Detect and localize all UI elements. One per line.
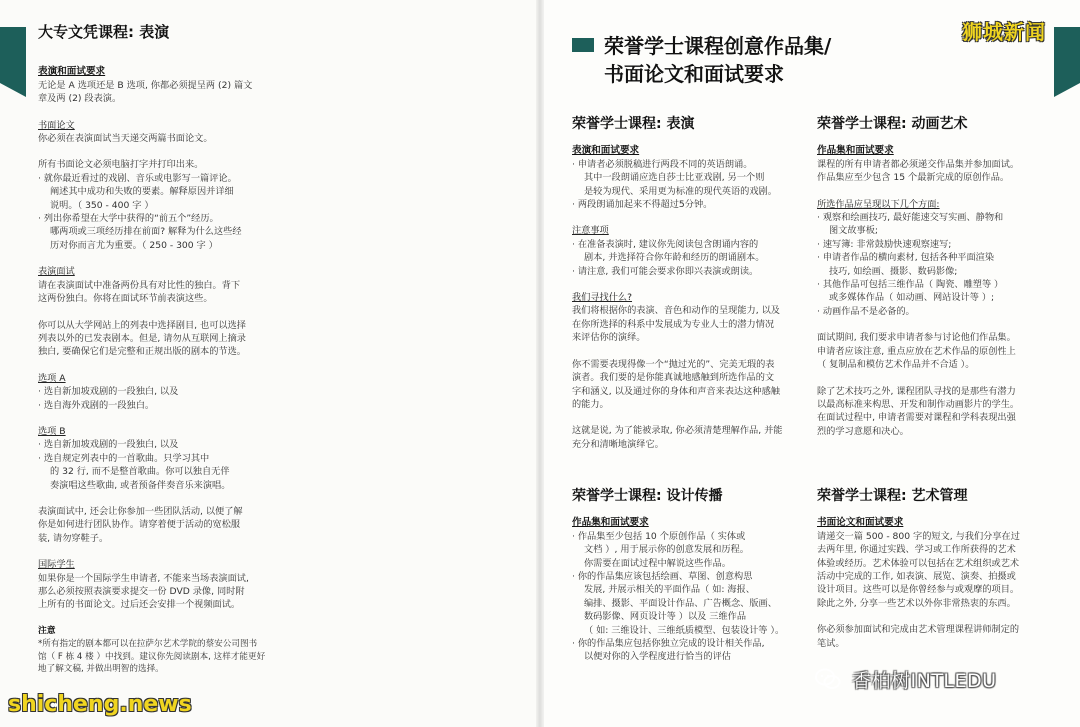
note-text: 地了解文稿, 并做出明智的选择。 <box>38 664 164 675</box>
paragraph-line: 你可以从大学网站上的列表中选择剧目, 也可以选择 <box>38 319 246 331</box>
paragraph-line: 面试期间, 我们要求申请者参与讨论他们作品集。 <box>817 332 1016 344</box>
paragraph-line: 去两年里, 你通过实践、学习或工作所获得的艺术 <box>817 544 1016 556</box>
course-arts-management <box>817 490 1052 650</box>
spacer <box>817 610 1052 623</box>
course-heading: 荣誉学士课程: 动画艺术 <box>817 116 968 132</box>
bullet-item: · 两段朗诵加起来不得超过5分钟。 <box>572 198 807 211</box>
bullet-continuation: 你需要在面试过程中解说这些作品。 <box>584 557 731 569</box>
wechat-icon <box>815 668 841 690</box>
main-title <box>604 32 831 88</box>
spacer <box>817 372 1052 385</box>
bullet-continuation: 阐述其中成功和失败的要素。解释原因并详细 <box>50 186 234 198</box>
course-design-communication <box>572 490 807 664</box>
paragraph-line: 演者。我们要的是你能真诚地感触到所选作品的文 <box>572 372 775 384</box>
bullet-item: · 申请者必须脱稿进行两段不同的英语朗诵。 <box>572 158 807 171</box>
course-performance <box>572 118 807 451</box>
paragraph-line: 字和涵义, 以及通过你的身体和声音来表达这种感触 <box>572 385 780 397</box>
paragraph-line: （ 复制品和模仿艺术作品并不合适 ）。 <box>817 359 975 371</box>
subsection-heading: 我们寻找什么? <box>572 292 633 304</box>
left-body <box>38 65 288 676</box>
bullet-continuation: 奏演唱这些歌曲, 或者预备伴奏音乐来演唱。 <box>50 479 231 491</box>
paragraph-line: 我们将根据你的表演、音色和动作的呈现能力, 以及 <box>572 305 780 317</box>
subsection-heading: 所选作品应呈现以下几个方面: <box>817 198 940 210</box>
subsection-heading: 表演面试 <box>38 266 75 278</box>
paragraph-line: 你必须参加面试和完成由艺术管理课程讲师制定的 <box>817 624 1020 636</box>
bullet-continuation: 剧本, 并选择符合你年龄和经历的朗诵剧本。 <box>584 252 765 264</box>
note-heading: 注意 <box>38 625 56 636</box>
paragraph-line: 在面试过程中, 申请者需要对课程和学科表现出强 <box>817 412 1016 424</box>
paragraph-line: 独白, 要确保它们是完整和正规出版的剧本的节选。 <box>38 346 246 358</box>
bullet-item: · 申请者作品的横向素材, 包括各种平面渲染 <box>817 251 1052 264</box>
paragraph-line: 所有书面论文必须电脑打字并打印出来。 <box>38 159 204 171</box>
paragraph-line: 充分和清晰地演绎它。 <box>572 438 664 450</box>
paragraph-line: 课程的所有申请者都必须递交作品集并参加面试。 <box>817 158 1020 170</box>
bullet-item: · 选自新加坡戏剧的一段独白, 以及 <box>38 385 288 398</box>
text-block <box>817 118 1052 438</box>
paragraph-line: 章及两 (2) 段表演。 <box>38 93 122 105</box>
left-page-title: 大专文凭课程: 表演 <box>38 23 170 41</box>
section-heading: 作品集和面试要求 <box>572 517 649 529</box>
paragraph-line: 请递交一篇 500 - 800 字的短文, 与我们分享在过 <box>817 530 1020 542</box>
spacer <box>817 185 1052 198</box>
bullet-item: · 就你最近看过的戏剧、音乐或电影写一篇评论。 <box>38 172 288 185</box>
spacer <box>572 211 807 224</box>
section-heading: 作品集和面试要求 <box>817 145 894 157</box>
bullet-item: · 在准备表演时, 建议你先阅读包含朗诵内容的 <box>572 238 807 251</box>
bullet-continuation: 是较为现代、采用更为标准的现代英语的戏剧。 <box>584 185 777 197</box>
paragraph-line: 无论是 A 选项还是 B 选项, 你都必须提呈两 (2) 篇文 <box>38 79 253 91</box>
text-block <box>572 118 807 451</box>
paragraph-line: 设计项目。这些可以是你曾经参与或观摩的项目。 <box>817 584 1020 596</box>
paragraph-line: 这就是说, 为了能被录取, 你必须清楚理解作品, 并能 <box>572 425 783 437</box>
section-heading: 表演和面试要求 <box>38 66 106 78</box>
paragraph-line: 除此之外, 分享一些艺术以外你非常热衷的东西。 <box>817 597 1016 609</box>
spacer <box>817 503 1052 516</box>
watermark-top-right: 狮城新闻 <box>962 20 1046 44</box>
text-block <box>817 490 1052 650</box>
paragraph-line: 笔试。 <box>817 637 845 649</box>
spacer <box>38 145 288 158</box>
spacer <box>572 278 807 291</box>
title-marker <box>572 38 594 52</box>
paragraph-line: 申请者应该注意, 重点应放在艺术作品的原创性上 <box>817 345 1016 357</box>
paragraph-line: 来评估你的演绎。 <box>572 332 646 344</box>
bullet-item: · 动画作品不是必备的。 <box>817 305 1052 318</box>
bullet-item: · 其他作品可包括三维作品（ 陶瓷、雕塑等 ） <box>817 278 1052 291</box>
paragraph-line: 除了艺术技巧之外, 课程团队寻找的是那些有潜力 <box>817 385 1016 397</box>
bullet-continuation: 哪两项或三项经历排在前面? 解释为什么这些经 <box>50 226 242 238</box>
paragraph-line: 烈的学习意愿和决心。 <box>817 425 909 437</box>
paragraph-line: 如果你是一个国际学生申请者, 不能来当场表演面试, <box>38 572 249 584</box>
spacer <box>572 411 807 424</box>
paragraph-line: 表演面试中, 还会让你参加一些团队活动, 以便了解 <box>38 505 243 517</box>
bullet-item: · 请注意, 我们可能会要求你即兴表演或朗读。 <box>572 265 807 278</box>
bullet-continuation: 说明。（ 350 - 400 字 ） <box>50 199 154 211</box>
bullet-item: · 你的作品集应该包括绘画、草图、创意构思 <box>572 570 807 583</box>
paragraph-line: 你不需要表现得像一个“抛过光的”、完美无瑕的表 <box>572 358 775 370</box>
course-heading: 荣誉学士课程: 艺术管理 <box>817 488 968 504</box>
paragraph-line: 这两份独白。你将在面试环节前表演这些。 <box>38 293 213 305</box>
bullet-item: · 观察和绘画技巧, 最好能速交写实画、静物和 <box>817 211 1052 224</box>
spacer <box>38 412 288 425</box>
spacer <box>38 252 288 265</box>
paragraph-line: 装, 请勿穿鞋子。 <box>38 532 109 544</box>
section-heading: 书面论文和面试要求 <box>817 517 904 529</box>
subsection-heading: 书面论文 <box>38 119 75 131</box>
spacer <box>38 612 288 625</box>
bullet-continuation: 以便对你的入学程度进行恰当的评估 <box>584 651 731 663</box>
paragraph-line: 上所有的书面论文。过后还会安排一个视频面试。 <box>38 599 241 611</box>
bullet-item: · 列出你希望在大学中获得的“前五个”经历。 <box>38 212 288 225</box>
book-spine <box>536 0 544 727</box>
paragraph-line: 你是如何进行团队协作。请穿着便于活动的宽松服 <box>38 519 241 531</box>
subsection-heading: 国际学生 <box>38 559 75 571</box>
paragraph-line: 体验或经历。艺术体验可以包括在艺术组织或艺术 <box>817 557 1020 569</box>
main-title-line2: 书面论文和面试要求 <box>604 62 784 86</box>
spacer <box>38 492 288 505</box>
bullet-continuation: 发展, 并展示相关的平面作品（ 如: 海报、 <box>584 584 755 596</box>
paragraph-line: 以最高标准来构思、开发和制作动画影片的学生。 <box>817 398 1020 410</box>
bullet-continuation: 图文故事板; <box>829 225 879 237</box>
paragraph-line: 的能力。 <box>572 398 609 410</box>
subsection-heading: 注意事项 <box>572 225 609 237</box>
paragraph-line: 活动中完成的工作, 如表演、展览、演奏、拍摄或 <box>817 571 1016 583</box>
text-block <box>572 490 807 664</box>
paragraph-line: 作品集应至少包含 15 个最新完成的原创作品。 <box>817 172 1010 184</box>
paragraph-line: 列表以外的已发表剧本。但是, 请勿从互联网上摘录 <box>38 332 246 344</box>
spacer <box>38 106 288 119</box>
left-column <box>38 23 288 676</box>
section-heading: 表演和面试要求 <box>572 145 640 157</box>
paragraph-line: 你必须在表演面试当天递交两篇书面论文。 <box>38 133 213 145</box>
subsection-heading: 选项 B <box>38 425 66 437</box>
bullet-continuation: 或多媒体作品（ 如动画、网站设计等 ）; <box>829 292 995 304</box>
bullet-continuation: 文档 ）, 用于展示你的创意发展和历程。 <box>584 544 749 556</box>
spacer <box>572 131 807 144</box>
spacer <box>572 345 807 358</box>
bullet-continuation: 编排、摄影、平面设计作品、广告概念、版画、 <box>584 597 777 609</box>
bullet-item: · 你的作品集应包括你独立完成的设计相关作品, <box>572 637 807 650</box>
bullet-item: · 选自新加坡戏剧的一段独白, 以及 <box>38 438 288 451</box>
watermark-bottom-left: shicheng.news <box>8 692 192 717</box>
note-text: *所有指定的剧本都可以在拉萨尔艺术学院的蔡安公司图书 <box>38 639 258 650</box>
bullet-continuation: 的 32 行, 而不是整首歌曲。你可以独自无伴 <box>50 466 230 478</box>
subsection-heading: 选项 A <box>38 372 66 384</box>
bullet-item: · 选自规定列表中的一首歌曲。只学习其中 <box>38 452 288 465</box>
bullet-continuation: 其中一段朗诵应选自莎士比亚戏剧, 另一个则 <box>584 172 765 184</box>
bullet-continuation: （ 如: 三维设计、三维纸质模型、包装设计等 ）。 <box>584 624 785 636</box>
course-heading: 荣誉学士课程: 设计传播 <box>572 488 723 504</box>
bullet-continuation: 数码影像、网页设计等 ）以及 三维作品 <box>584 611 747 623</box>
bullet-continuation: 技巧, 如绘画、摄影、数码影像; <box>829 265 958 277</box>
main-title-line1: 荣誉学士课程创意作品集/ <box>604 34 832 58</box>
spacer <box>817 318 1052 331</box>
spacer <box>38 359 288 372</box>
course-animation-art <box>817 118 1052 438</box>
paragraph-line: 请在表演面试中准备两份具有对比性的独白。背下 <box>38 279 241 291</box>
bullet-item: · 速写簿: 非常鼓励快速观察速写; <box>817 238 1052 251</box>
spacer <box>572 503 807 516</box>
course-heading: 荣誉学士课程: 表演 <box>572 116 695 132</box>
bullet-item: · 选自海外戏剧的一段独白。 <box>38 399 288 412</box>
spacer <box>38 545 288 558</box>
wechat-account-name: 香柏树INTLEDU <box>852 670 997 692</box>
spacer <box>817 131 1052 144</box>
spacer <box>38 306 288 319</box>
bullet-item: · 作品集至少包括 10 个原创作品（ 实体或 <box>572 530 807 543</box>
note-text: 馆（ F 栋 4 楼 ）中找到。建议你先阅读剧本, 这样才能更好 <box>38 651 266 662</box>
bullet-continuation: 历对你而言尤为重要。（ 250 - 300 字 ） <box>50 239 218 251</box>
paragraph-line: 在你所选择的科系中发展成为专业人士的潜力情况 <box>572 318 775 330</box>
paragraph-line: 那么必须按照表演要求提交一份 DVD 录像, 同时附 <box>38 586 245 597</box>
